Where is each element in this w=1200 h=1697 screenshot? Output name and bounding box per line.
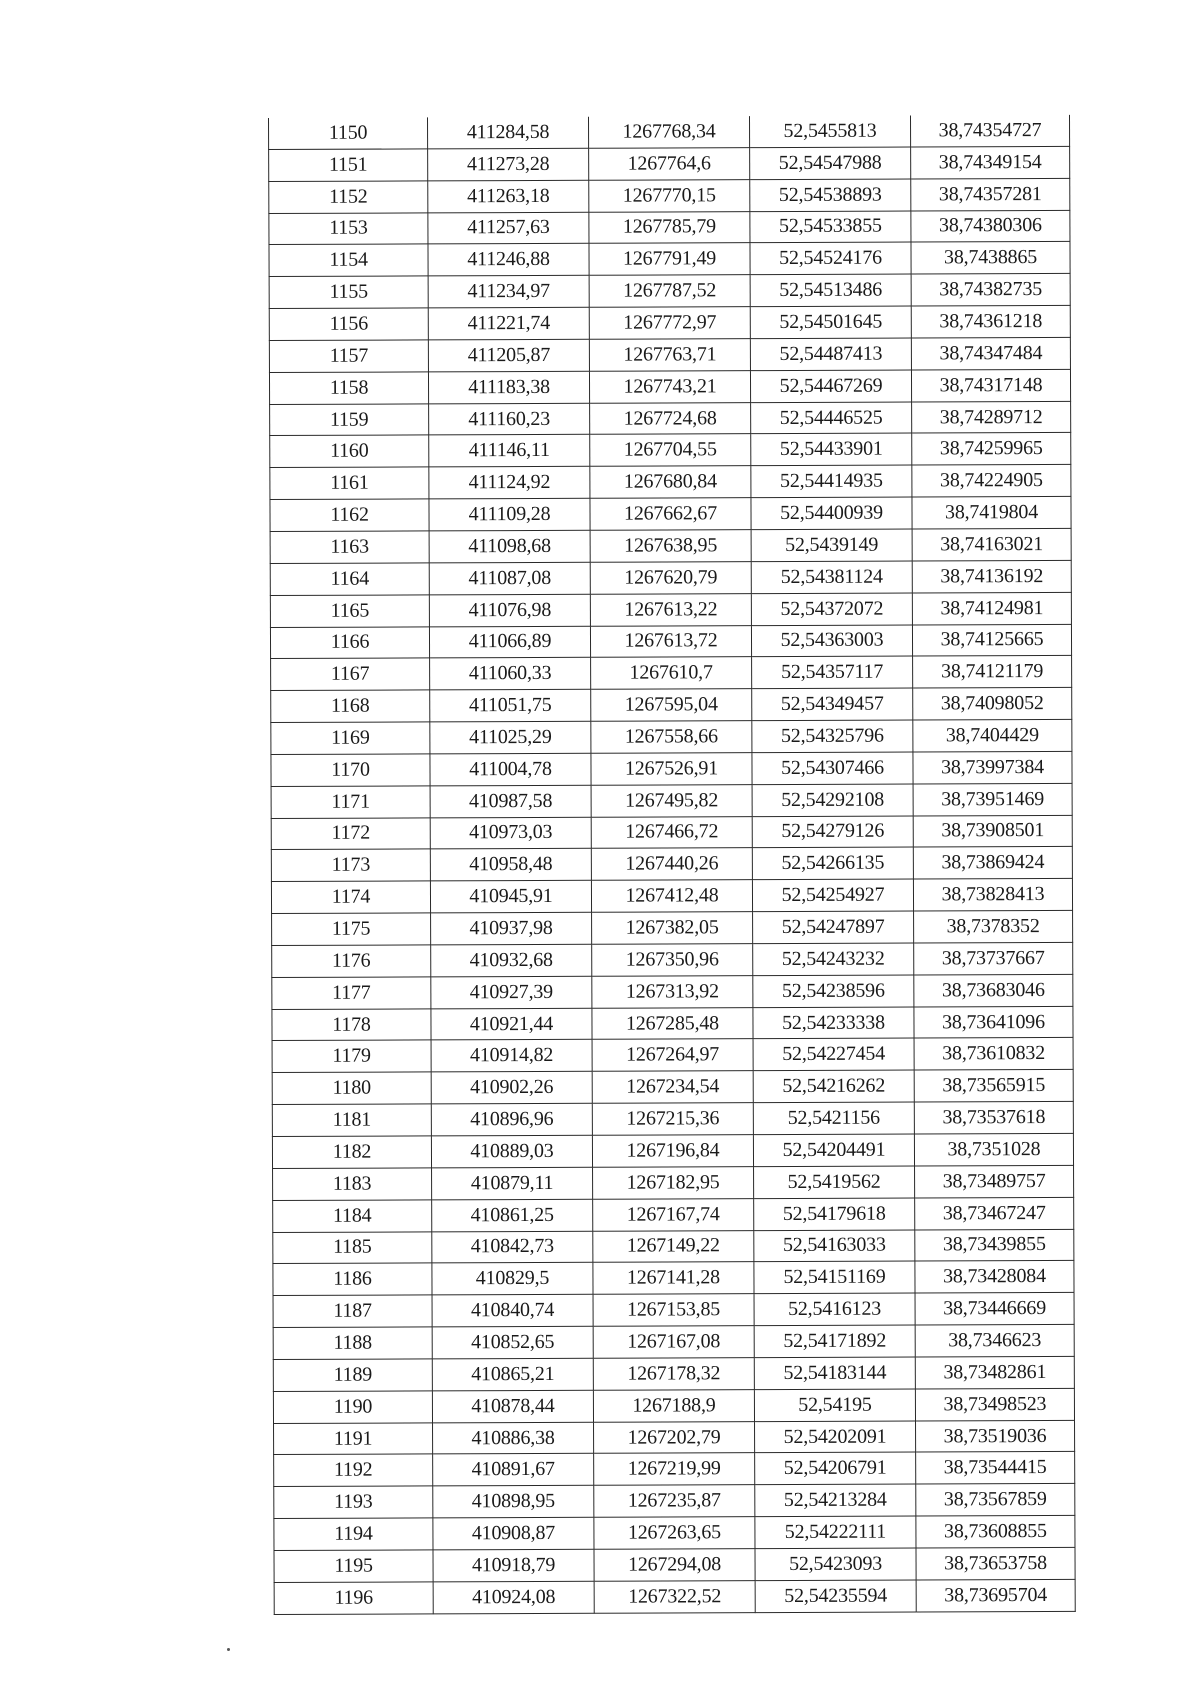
x-coordinate-cell: 410921,44	[431, 1008, 592, 1040]
point-number-cell: 1174	[271, 881, 430, 913]
table-row	[271, 688, 1072, 723]
x-coordinate-cell: 411025,29	[430, 721, 591, 753]
point-number-cell: 1194	[274, 1518, 433, 1550]
y-coordinate-cell: 1267263,65	[594, 1517, 755, 1549]
y-coordinate-cell: 1267791,49	[589, 243, 750, 275]
scan-speck	[227, 1648, 230, 1651]
y-coordinate-cell: 1267294,08	[594, 1549, 755, 1581]
longitude-cell: 38,7404429	[913, 719, 1072, 751]
table-row	[273, 1324, 1074, 1359]
table-row	[272, 974, 1073, 1009]
y-coordinate-cell: 1267768,34	[588, 116, 749, 148]
longitude-cell: 38,73683046	[914, 974, 1073, 1006]
point-number-cell: 1184	[273, 1200, 432, 1232]
table-row	[274, 1484, 1075, 1519]
x-coordinate-cell: 410898,95	[433, 1486, 594, 1518]
latitude-cell: 52,5419562	[754, 1166, 915, 1198]
y-coordinate-cell: 1267724,68	[590, 402, 751, 434]
longitude-cell: 38,74259965	[912, 433, 1071, 465]
latitude-cell: 52,54307466	[752, 752, 913, 784]
latitude-cell: 52,54238596	[753, 975, 914, 1007]
point-number-cell: 1164	[270, 563, 429, 595]
point-number-cell: 1195	[274, 1550, 433, 1582]
table-row	[269, 305, 1070, 340]
table-row	[270, 401, 1071, 436]
point-number-cell: 1176	[272, 945, 431, 977]
x-coordinate-cell: 411205,87	[428, 339, 589, 371]
table-row	[269, 178, 1070, 213]
x-coordinate-cell: 410987,58	[430, 785, 591, 817]
longitude-cell: 38,74163021	[912, 528, 1071, 560]
longitude-cell: 38,74354727	[910, 115, 1069, 147]
point-number-cell: 1161	[270, 467, 429, 499]
table-row	[270, 560, 1071, 595]
longitude-cell: 38,74098052	[913, 688, 1072, 720]
y-coordinate-cell: 1267153,85	[593, 1294, 754, 1326]
y-coordinate-cell: 1267638,95	[590, 530, 751, 562]
latitude-cell: 52,54254927	[752, 879, 913, 911]
point-number-cell: 1154	[269, 244, 428, 276]
point-number-cell: 1156	[269, 308, 428, 340]
latitude-cell: 52,54279126	[752, 816, 913, 848]
x-coordinate-cell: 410973,03	[430, 817, 591, 849]
x-coordinate-cell: 410879,11	[432, 1167, 593, 1199]
table-row	[274, 1452, 1075, 1487]
latitude-cell: 52,54243232	[753, 943, 914, 975]
longitude-cell: 38,73519036	[916, 1420, 1075, 1452]
table-row	[273, 1293, 1074, 1328]
longitude-cell: 38,73498523	[915, 1388, 1074, 1420]
latitude-cell: 52,54227454	[753, 1038, 914, 1070]
table-row	[270, 433, 1071, 468]
y-coordinate-cell: 1267704,55	[590, 434, 751, 466]
point-number-cell: 1193	[274, 1486, 433, 1518]
longitude-cell: 38,7351028	[914, 1133, 1073, 1165]
table-row	[271, 783, 1072, 818]
table-row	[269, 369, 1070, 404]
x-coordinate-cell: 410865,21	[432, 1358, 593, 1390]
longitude-cell: 38,74124981	[912, 592, 1071, 624]
y-coordinate-cell: 1267264,97	[592, 1039, 753, 1071]
latitude-cell: 52,5455813	[749, 116, 910, 148]
longitude-cell: 38,74224905	[912, 465, 1071, 497]
latitude-cell: 52,54363003	[751, 625, 912, 657]
x-coordinate-cell: 410908,87	[433, 1517, 594, 1549]
x-coordinate-cell: 411234,97	[428, 275, 589, 307]
x-coordinate-cell: 411087,08	[429, 562, 590, 594]
latitude-cell: 52,54195	[754, 1389, 915, 1421]
table-row	[272, 1038, 1073, 1073]
point-number-cell: 1178	[272, 1009, 431, 1041]
y-coordinate-cell: 1267382,05	[592, 912, 753, 944]
longitude-cell: 38,73695704	[916, 1579, 1075, 1611]
table-row	[274, 1547, 1075, 1582]
x-coordinate-cell: 411098,68	[429, 530, 590, 562]
table-row	[270, 465, 1071, 500]
longitude-cell: 38,73482861	[915, 1356, 1074, 1388]
point-number-cell: 1188	[273, 1327, 432, 1359]
y-coordinate-cell: 1267178,32	[593, 1358, 754, 1390]
longitude-cell: 38,74125665	[912, 624, 1071, 656]
x-coordinate-cell: 410902,26	[431, 1072, 592, 1104]
y-coordinate-cell: 1267440,26	[591, 848, 752, 880]
longitude-cell: 38,74380306	[911, 210, 1070, 242]
point-number-cell: 1183	[273, 1168, 432, 1200]
x-coordinate-cell: 411066,89	[429, 626, 590, 658]
y-coordinate-cell: 1267495,82	[591, 784, 752, 816]
y-coordinate-cell: 1267149,22	[593, 1230, 754, 1262]
point-number-cell: 1192	[274, 1454, 433, 1486]
point-number-cell: 1182	[272, 1136, 431, 1168]
latitude-cell: 52,5421156	[753, 1102, 914, 1134]
x-coordinate-cell: 411257,63	[428, 212, 589, 244]
latitude-cell: 52,54183144	[754, 1357, 915, 1389]
table-row	[271, 879, 1072, 914]
x-coordinate-cell: 411076,98	[429, 594, 590, 626]
y-coordinate-cell: 1267613,72	[590, 625, 751, 657]
y-coordinate-cell: 1267595,04	[591, 689, 752, 721]
y-coordinate-cell: 1267610,7	[591, 657, 752, 689]
x-coordinate-cell: 411183,38	[428, 371, 589, 403]
longitude-cell: 38,73641096	[914, 1006, 1073, 1038]
y-coordinate-cell: 1267772,97	[589, 307, 750, 339]
x-coordinate-cell: 410840,74	[432, 1294, 593, 1326]
y-coordinate-cell: 1267188,9	[593, 1389, 754, 1421]
table-row	[273, 1356, 1074, 1391]
latitude-cell: 52,54524176	[750, 242, 911, 274]
y-coordinate-cell: 1267313,92	[592, 975, 753, 1007]
x-coordinate-cell: 411060,33	[430, 658, 591, 690]
table-row	[272, 1133, 1073, 1168]
x-coordinate-cell: 410861,25	[432, 1199, 593, 1231]
longitude-cell: 38,74361218	[911, 305, 1070, 337]
x-coordinate-cell: 410918,79	[433, 1549, 594, 1581]
longitude-cell: 38,73828413	[913, 879, 1072, 911]
latitude-cell: 52,54292108	[752, 784, 913, 816]
point-number-cell: 1181	[272, 1104, 431, 1136]
table-row	[272, 1006, 1073, 1041]
x-coordinate-cell: 410829,5	[432, 1263, 593, 1295]
longitude-cell: 38,74317148	[911, 369, 1070, 401]
y-coordinate-cell: 1267770,15	[589, 179, 750, 211]
latitude-cell: 52,54357117	[752, 656, 913, 688]
longitude-cell: 38,74289712	[912, 401, 1071, 433]
table-row	[271, 847, 1072, 882]
point-number-cell: 1190	[273, 1391, 432, 1423]
y-coordinate-cell: 1267466,72	[591, 816, 752, 848]
y-coordinate-cell: 1267215,36	[592, 1103, 753, 1135]
y-coordinate-cell: 1267167,08	[593, 1326, 754, 1358]
x-coordinate-cell: 410927,39	[431, 976, 592, 1008]
point-number-cell: 1167	[271, 658, 430, 690]
longitude-cell: 38,74347484	[911, 337, 1070, 369]
latitude-cell: 52,54325796	[752, 720, 913, 752]
latitude-cell: 52,5423093	[755, 1548, 916, 1580]
longitude-cell: 38,73489757	[915, 1165, 1074, 1197]
y-coordinate-cell: 1267558,66	[591, 721, 752, 753]
y-coordinate-cell: 1267141,28	[593, 1262, 754, 1294]
table-row	[274, 1516, 1075, 1551]
y-coordinate-cell: 1267202,79	[594, 1421, 755, 1453]
y-coordinate-cell: 1267235,87	[594, 1485, 755, 1517]
table-row	[271, 719, 1072, 754]
longitude-cell: 38,73951469	[913, 783, 1072, 815]
longitude-cell: 38,7419804	[912, 497, 1071, 529]
table-row	[272, 1070, 1073, 1105]
table-row	[270, 497, 1071, 532]
point-number-cell: 1162	[270, 499, 429, 531]
latitude-cell: 52,54266135	[752, 847, 913, 879]
y-coordinate-cell: 1267196,84	[592, 1135, 753, 1167]
point-number-cell: 1187	[273, 1295, 432, 1327]
coordinates-table	[268, 115, 1076, 1615]
latitude-cell: 52,54381124	[751, 561, 912, 593]
x-coordinate-cell: 410889,03	[431, 1135, 592, 1167]
point-number-cell: 1186	[273, 1263, 432, 1295]
x-coordinate-cell: 410896,96	[431, 1103, 592, 1135]
point-number-cell: 1153	[269, 212, 428, 244]
y-coordinate-cell: 1267680,84	[590, 466, 751, 498]
longitude-cell: 38,7438865	[911, 242, 1070, 274]
longitude-cell: 38,73565915	[914, 1070, 1073, 1102]
point-number-cell: 1170	[271, 754, 430, 786]
x-coordinate-cell: 411051,75	[430, 689, 591, 721]
x-coordinate-cell: 411284,58	[427, 117, 588, 149]
latitude-cell: 52,54349457	[752, 688, 913, 720]
table-row	[273, 1229, 1074, 1264]
x-coordinate-cell: 410891,67	[433, 1454, 594, 1486]
longitude-cell: 38,74121179	[913, 656, 1072, 688]
latitude-cell: 52,54222111	[755, 1516, 916, 1548]
table-row	[269, 337, 1070, 372]
y-coordinate-cell: 1267743,21	[589, 370, 750, 402]
y-coordinate-cell: 1267764,6	[589, 147, 750, 179]
x-coordinate-cell: 410958,48	[430, 849, 591, 881]
latitude-cell: 52,54213284	[755, 1484, 916, 1516]
point-number-cell: 1185	[273, 1231, 432, 1263]
x-coordinate-cell: 410886,38	[433, 1422, 594, 1454]
table-row	[272, 1102, 1073, 1137]
y-coordinate-cell: 1267167,74	[593, 1198, 754, 1230]
table-row	[271, 815, 1072, 850]
point-number-cell: 1180	[272, 1072, 431, 1104]
point-number-cell: 1159	[270, 403, 429, 435]
point-number-cell: 1150	[269, 117, 428, 149]
latitude-cell: 52,54204491	[753, 1134, 914, 1166]
latitude-cell: 52,54547988	[750, 147, 911, 179]
latitude-cell: 52,54206791	[755, 1452, 916, 1484]
table-row	[273, 1165, 1074, 1200]
y-coordinate-cell: 1267787,52	[589, 275, 750, 307]
x-coordinate-cell: 411273,28	[428, 148, 589, 180]
table-row	[273, 1388, 1074, 1423]
point-number-cell: 1179	[272, 1040, 431, 1072]
x-coordinate-cell: 410937,98	[431, 912, 592, 944]
y-coordinate-cell: 1267350,96	[592, 944, 753, 976]
table-row	[269, 242, 1070, 277]
longitude-cell: 38,74382735	[911, 274, 1070, 306]
point-number-cell: 1155	[269, 276, 428, 308]
latitude-cell: 52,5439149	[751, 529, 912, 561]
latitude-cell: 52,54235594	[755, 1580, 916, 1612]
longitude-cell: 38,73567859	[916, 1484, 1075, 1516]
x-coordinate-cell: 411246,88	[428, 244, 589, 276]
point-number-cell: 1158	[269, 372, 428, 404]
latitude-cell: 52,54171892	[754, 1325, 915, 1357]
longitude-cell: 38,73908501	[913, 815, 1072, 847]
longitude-cell: 38,73428084	[915, 1261, 1074, 1293]
y-coordinate-cell: 1267613,22	[590, 593, 751, 625]
latitude-cell: 52,54247897	[753, 911, 914, 943]
latitude-cell: 52,54216262	[753, 1070, 914, 1102]
y-coordinate-cell: 1267182,95	[593, 1166, 754, 1198]
table-row	[270, 624, 1071, 659]
y-coordinate-cell: 1267662,67	[590, 498, 751, 530]
latitude-cell: 52,54163033	[754, 1230, 915, 1262]
table-row	[272, 911, 1073, 946]
x-coordinate-cell: 411221,74	[428, 307, 589, 339]
x-coordinate-cell: 410852,65	[432, 1326, 593, 1358]
y-coordinate-cell: 1267526,91	[591, 753, 752, 785]
table-row	[271, 751, 1072, 786]
table-row	[270, 592, 1071, 627]
x-coordinate-cell: 411109,28	[429, 498, 590, 530]
table-row	[270, 528, 1071, 563]
latitude-cell: 52,54233338	[753, 1007, 914, 1039]
point-number-cell: 1166	[270, 626, 429, 658]
table-row	[273, 1261, 1074, 1296]
latitude-cell: 52,54372072	[751, 593, 912, 625]
point-number-cell: 1157	[269, 340, 428, 372]
point-number-cell: 1191	[274, 1422, 433, 1454]
longitude-cell: 38,73653758	[916, 1547, 1075, 1579]
table-row	[274, 1579, 1075, 1614]
table-row	[271, 656, 1072, 691]
x-coordinate-cell: 411004,78	[430, 753, 591, 785]
point-number-cell: 1175	[272, 913, 431, 945]
latitude-cell: 52,54487413	[750, 338, 911, 370]
point-number-cell: 1160	[270, 435, 429, 467]
table-row	[269, 146, 1070, 181]
longitude-cell: 38,73610832	[914, 1038, 1073, 1070]
y-coordinate-cell: 1267412,48	[591, 880, 752, 912]
x-coordinate-cell: 411263,18	[428, 180, 589, 212]
latitude-cell: 52,54202091	[755, 1421, 916, 1453]
point-number-cell: 1189	[273, 1359, 432, 1391]
point-number-cell: 1151	[269, 149, 428, 181]
x-coordinate-cell: 410932,68	[431, 944, 592, 976]
y-coordinate-cell: 1267620,79	[590, 561, 751, 593]
y-coordinate-cell: 1267322,52	[594, 1580, 755, 1612]
table-row	[272, 942, 1073, 977]
table-row	[274, 1420, 1075, 1455]
longitude-cell: 38,73608855	[916, 1516, 1075, 1548]
latitude-cell: 52,54446525	[751, 402, 912, 434]
point-number-cell: 1173	[271, 849, 430, 881]
x-coordinate-cell: 410878,44	[432, 1390, 593, 1422]
x-coordinate-cell: 410914,82	[431, 1040, 592, 1072]
y-coordinate-cell: 1267234,54	[592, 1071, 753, 1103]
y-coordinate-cell: 1267285,48	[592, 1007, 753, 1039]
coordinates-table-body	[269, 115, 1076, 1614]
latitude-cell: 52,54414935	[751, 465, 912, 497]
longitude-cell: 38,7378352	[914, 911, 1073, 943]
longitude-cell: 38,73467247	[915, 1197, 1074, 1229]
point-number-cell: 1177	[272, 977, 431, 1009]
point-number-cell: 1169	[271, 722, 430, 754]
latitude-cell: 52,54151169	[754, 1261, 915, 1293]
latitude-cell: 52,54400939	[751, 497, 912, 529]
latitude-cell: 52,54538893	[750, 179, 911, 211]
table-row	[269, 274, 1070, 309]
point-number-cell: 1196	[274, 1582, 433, 1614]
x-coordinate-cell: 411146,11	[429, 435, 590, 467]
longitude-cell: 38,73737667	[914, 942, 1073, 974]
point-number-cell: 1168	[271, 690, 430, 722]
longitude-cell: 38,73869424	[913, 847, 1072, 879]
latitude-cell: 52,5416123	[754, 1293, 915, 1325]
longitude-cell: 38,73439855	[915, 1229, 1074, 1261]
latitude-cell: 52,54179618	[754, 1198, 915, 1230]
point-number-cell: 1171	[271, 786, 430, 818]
x-coordinate-cell: 411160,23	[429, 403, 590, 435]
latitude-cell: 52,54513486	[750, 274, 911, 306]
longitude-cell: 38,74136192	[912, 560, 1071, 592]
x-coordinate-cell: 410945,91	[430, 881, 591, 913]
longitude-cell: 38,74357281	[911, 178, 1070, 210]
y-coordinate-cell: 1267785,79	[589, 211, 750, 243]
point-number-cell: 1172	[271, 817, 430, 849]
point-number-cell: 1152	[269, 181, 428, 213]
longitude-cell: 38,74349154	[911, 146, 1070, 178]
longitude-cell: 38,7346623	[915, 1324, 1074, 1356]
y-coordinate-cell: 1267763,71	[589, 339, 750, 371]
point-number-cell: 1165	[270, 595, 429, 627]
longitude-cell: 38,73544415	[916, 1452, 1075, 1484]
x-coordinate-cell: 410924,08	[433, 1581, 594, 1613]
longitude-cell: 38,73537618	[914, 1102, 1073, 1134]
point-number-cell: 1163	[270, 531, 429, 563]
latitude-cell: 52,54433901	[751, 433, 912, 465]
longitude-cell: 38,73997384	[913, 751, 1072, 783]
table-row	[269, 210, 1070, 245]
y-coordinate-cell: 1267219,99	[594, 1453, 755, 1485]
longitude-cell: 38,73446669	[915, 1293, 1074, 1325]
latitude-cell: 52,54501645	[750, 306, 911, 338]
table-row	[269, 115, 1070, 149]
x-coordinate-cell: 411124,92	[429, 467, 590, 499]
latitude-cell: 52,54467269	[750, 370, 911, 402]
table-row	[273, 1197, 1074, 1232]
latitude-cell: 52,54533855	[750, 211, 911, 243]
x-coordinate-cell: 410842,73	[432, 1231, 593, 1263]
